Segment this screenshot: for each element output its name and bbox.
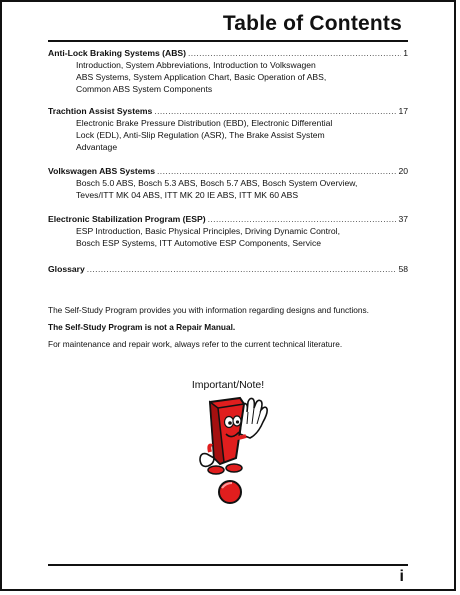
toc-leader — [87, 263, 397, 275]
toc-entry-vw-abs — [48, 165, 408, 201]
important-note-label: Important/Note! — [191, 379, 265, 391]
toc-leader — [154, 105, 396, 117]
toc-entry-label: Volkswagen ABS Systems — [48, 166, 155, 176]
toc-description-line: Common ABS System Components — [76, 84, 213, 94]
exclamation-mascot-icon — [190, 394, 270, 506]
toc-entry-description — [48, 117, 408, 153]
toc-description-line: Advantage — [76, 142, 118, 152]
page-title: Table of Contents — [222, 12, 402, 35]
toc-entry-abs — [48, 47, 408, 95]
toc-description-line: Introduction, System Abbreviations, Introduction to Volkswagen — [76, 60, 316, 70]
toc-entry-esp — [48, 213, 408, 249]
toc-leader — [208, 213, 397, 225]
toc-description-line: Teves/ITT MK 04 ABS, ITT MK 20 IE ABS, ITT MK 60 ABS — [76, 190, 299, 200]
toc-description-line: Lock (EDL), Anti-Slip Regulation (ASR), The Brake Assist System — [76, 130, 325, 140]
toc-description-line: ESP Introduction, Basic Physical Principles, Driving Dynamic Control, — [76, 226, 340, 236]
toc-entry-description — [48, 59, 408, 95]
toc-entry-traction-assist — [48, 105, 408, 153]
toc-entry-page: 20 — [398, 166, 408, 176]
toc-entry-page: 17 — [398, 106, 408, 116]
toc-entry-description — [48, 177, 408, 201]
toc-description-line: Bosch ESP Systems, ITT Automotive ESP Components, Service — [76, 238, 322, 248]
toc-entry-label: Glossary — [48, 264, 85, 274]
toc-entry-glossary — [48, 263, 408, 275]
toc-entry-label: Trachtion Assist Systems — [48, 106, 153, 116]
top-rule — [48, 40, 408, 42]
toc-description-line: Bosch 5.0 ABS, Bosch 5.3 ABS, Bosch 5.7 ABS, Bosch System Overview, — [76, 178, 358, 188]
toc-leader — [188, 47, 401, 59]
toc-leader — [157, 165, 396, 177]
bottom-rule — [48, 564, 408, 566]
toc-entry-description — [48, 225, 408, 249]
page-number: i — [399, 568, 404, 585]
notes-block — [48, 304, 424, 355]
toc-description-line: ABS Systems, System Application Chart, Basic Operation of ABS, — [76, 72, 327, 82]
toc-entry-label: Electronic Stabilization Program (ESP) — [48, 214, 206, 224]
toc-entry-page: 1 — [403, 48, 408, 58]
toc-entry-page: 37 — [398, 214, 408, 224]
note-line-bold: The Self-Study Program is not a Repair Manual. — [48, 322, 236, 332]
toc-entry-label: Anti-Lock Braking Systems (ABS) — [48, 48, 187, 58]
note-line: The Self-Study Program provides you with information regarding designs and functions. — [48, 305, 369, 315]
note-line: For maintenance and repair work, always refer to the current technical literature. — [48, 339, 343, 349]
toc-description-line: Electronic Brake Pressure Distribution (EBD), Electronic Differential — [76, 118, 333, 128]
toc-entry-page: 58 — [398, 264, 408, 274]
